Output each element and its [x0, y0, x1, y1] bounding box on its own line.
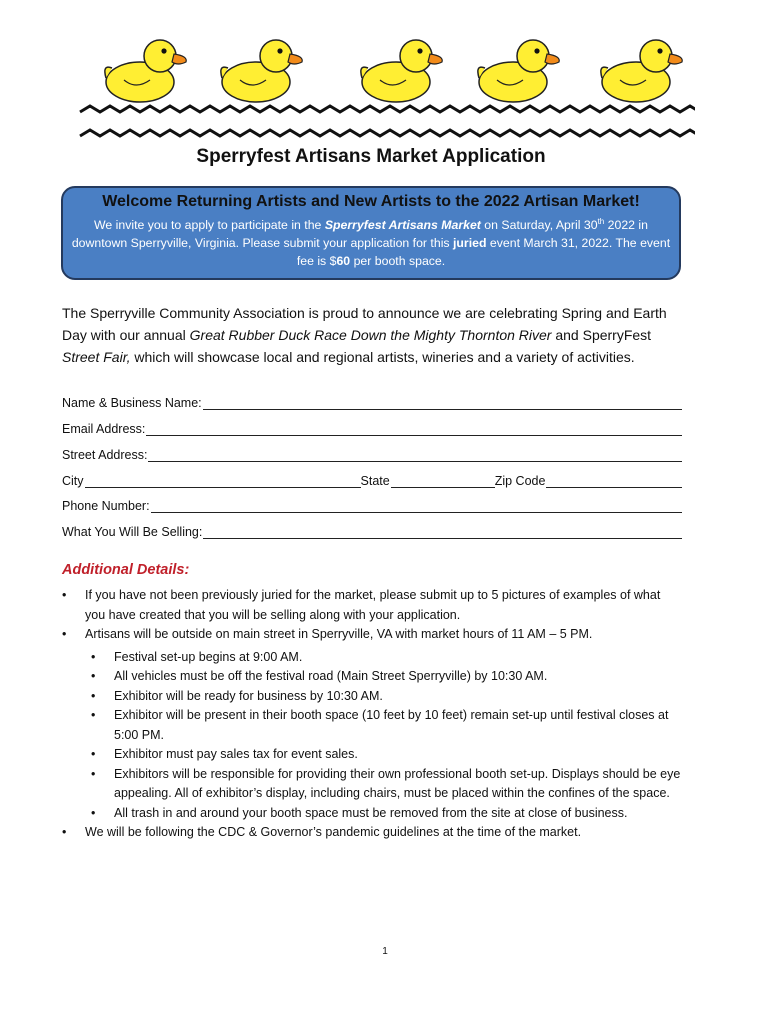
- bullet-icon: •: [91, 688, 96, 703]
- email-input-line[interactable]: [146, 422, 682, 436]
- sub-item-text: All vehicles must be off the festival road (Main Street Sperryville) by 10:30 AM.: [114, 669, 548, 683]
- sub-item-text: Exhibitors will be responsible for providing their own professional booth set-up. Displays should be eye appealing. All of exhibitor’s display, including chairs, must be placed within the confines of the space.: [114, 766, 681, 800]
- sub-item-text: Festival set-up begins at 9:00 AM.: [114, 649, 303, 664]
- page-title: Sperryfest Artisans Market Application: [196, 146, 546, 167]
- state-input-line[interactable]: [391, 474, 495, 488]
- duck-icon: [601, 40, 682, 102]
- bullet-icon: •: [91, 766, 96, 781]
- name-input-line[interactable]: [203, 396, 682, 410]
- banner-text: We invite you to apply to participate in the: [94, 218, 325, 233]
- state-label: State: [360, 474, 390, 488]
- city-state-zip-field[interactable]: [62, 474, 682, 488]
- zip-input-line[interactable]: [546, 474, 682, 488]
- bullet-icon: •: [62, 588, 67, 602]
- sub-item-text: Exhibitor will be ready for business by 10:30 AM.: [114, 688, 383, 703]
- street-field[interactable]: [62, 448, 682, 462]
- street-fair-name: Street Fair,: [62, 349, 131, 365]
- market-name: Sperryfest Artisans Market: [324, 218, 481, 233]
- selling-input-line[interactable]: [203, 525, 682, 539]
- duck-icon: [361, 40, 442, 102]
- bullet-icon: •: [91, 805, 96, 820]
- sub-item-text: Exhibitor will be present in their booth space (10 feet by 10 feet) remain set-up until festival closes at 5:00 PM.: [114, 708, 669, 742]
- sub-list-item: [91, 687, 682, 707]
- bullet-icon: •: [91, 669, 96, 683]
- email-label: Email Address:: [62, 422, 146, 436]
- sub-list-wrapper: [62, 648, 682, 824]
- selling-label: What You Will Be Selling:: [62, 525, 203, 539]
- sub-item-text: Exhibitor must pay sales tax for event sales.: [114, 747, 358, 761]
- phone-input-line[interactable]: [151, 499, 682, 513]
- banner-text: 2022 in downtown Sperryville, Virginia. Please submit your application for this: [71, 218, 648, 251]
- banner-heading: Welcome Returning Artists and New Artists to the 2022 Artisan Market!: [102, 193, 640, 210]
- sub-item-text: All trash in and around your booth space must be removed from the site at close of business.: [114, 805, 628, 820]
- list-item: [62, 625, 682, 645]
- bullet-icon: •: [91, 708, 96, 722]
- banner-text: per booth space.: [350, 254, 446, 269]
- wave-line-bottom: [80, 130, 695, 136]
- welcome-banner: [61, 186, 681, 280]
- sub-list-item: [91, 765, 682, 804]
- list-item-text: Artisans will be outside on main street in Sperryville, VA with market hours of 11 AM – 5 PM.: [85, 627, 593, 641]
- sub-list-item: [91, 667, 682, 687]
- intro-text: The Sperryville Community Association is proud to announce we are celebrating Spring and Earth Day with our annual: [62, 305, 667, 343]
- bullet-icon: •: [62, 825, 67, 839]
- event-fee: 60: [336, 254, 351, 269]
- ducks-illustration: [70, 28, 695, 143]
- page-number: 1: [382, 946, 388, 957]
- bullet-icon: •: [62, 627, 67, 641]
- street-label: Street Address:: [62, 448, 148, 462]
- duck-icon: [105, 40, 186, 102]
- bullet-icon: •: [91, 747, 96, 761]
- bullet-icon: •: [91, 649, 96, 664]
- banner-text: event March 31, 2022. The event fee is $: [296, 236, 671, 269]
- phone-field[interactable]: [62, 499, 682, 513]
- name-field[interactable]: [62, 396, 682, 410]
- intro-paragraph: [62, 302, 687, 368]
- banner-body: [63, 213, 679, 270]
- city-input-line[interactable]: [85, 474, 361, 488]
- city-label: City: [62, 474, 84, 488]
- banner-text: on Saturday, April 30: [480, 218, 598, 233]
- phone-label: Phone Number:: [62, 499, 150, 513]
- details-list: [62, 586, 682, 843]
- sub-list: [91, 648, 682, 824]
- email-field[interactable]: [62, 422, 682, 436]
- list-item: [62, 586, 682, 625]
- duck-icon: [221, 40, 302, 102]
- additional-details-heading: Additional Details:: [62, 562, 190, 578]
- date-suffix: th: [597, 217, 605, 226]
- list-item-text: If you have not been previously juried for the market, please submit up to 5 pictures of examples of what you have created that you will be selling along with your application.: [85, 588, 661, 622]
- intro-text: and SperryFest: [551, 327, 652, 343]
- name-label: Name & Business Name:: [62, 396, 202, 410]
- list-item: [62, 823, 682, 843]
- intro-text: which will showcase local and regional artists, wineries and a variety of activities.: [130, 349, 635, 365]
- list-item-text: We will be following the CDC & Governor’s pandemic guidelines at the time of the market.: [85, 825, 582, 839]
- sub-list-item: [91, 745, 682, 765]
- selling-field[interactable]: [62, 525, 682, 539]
- sub-list-item: [91, 706, 682, 745]
- street-input-line[interactable]: [148, 448, 682, 462]
- zip-label: Zip Code: [494, 474, 546, 488]
- sub-list-item: [91, 648, 682, 668]
- juried-text: juried: [453, 236, 487, 251]
- wave-line-top: [80, 106, 695, 112]
- sub-list-item: [91, 804, 682, 824]
- duck-race-name: Great Rubber Duck Race Down the Mighty Thornton River: [189, 327, 552, 343]
- duck-icon: [478, 40, 559, 102]
